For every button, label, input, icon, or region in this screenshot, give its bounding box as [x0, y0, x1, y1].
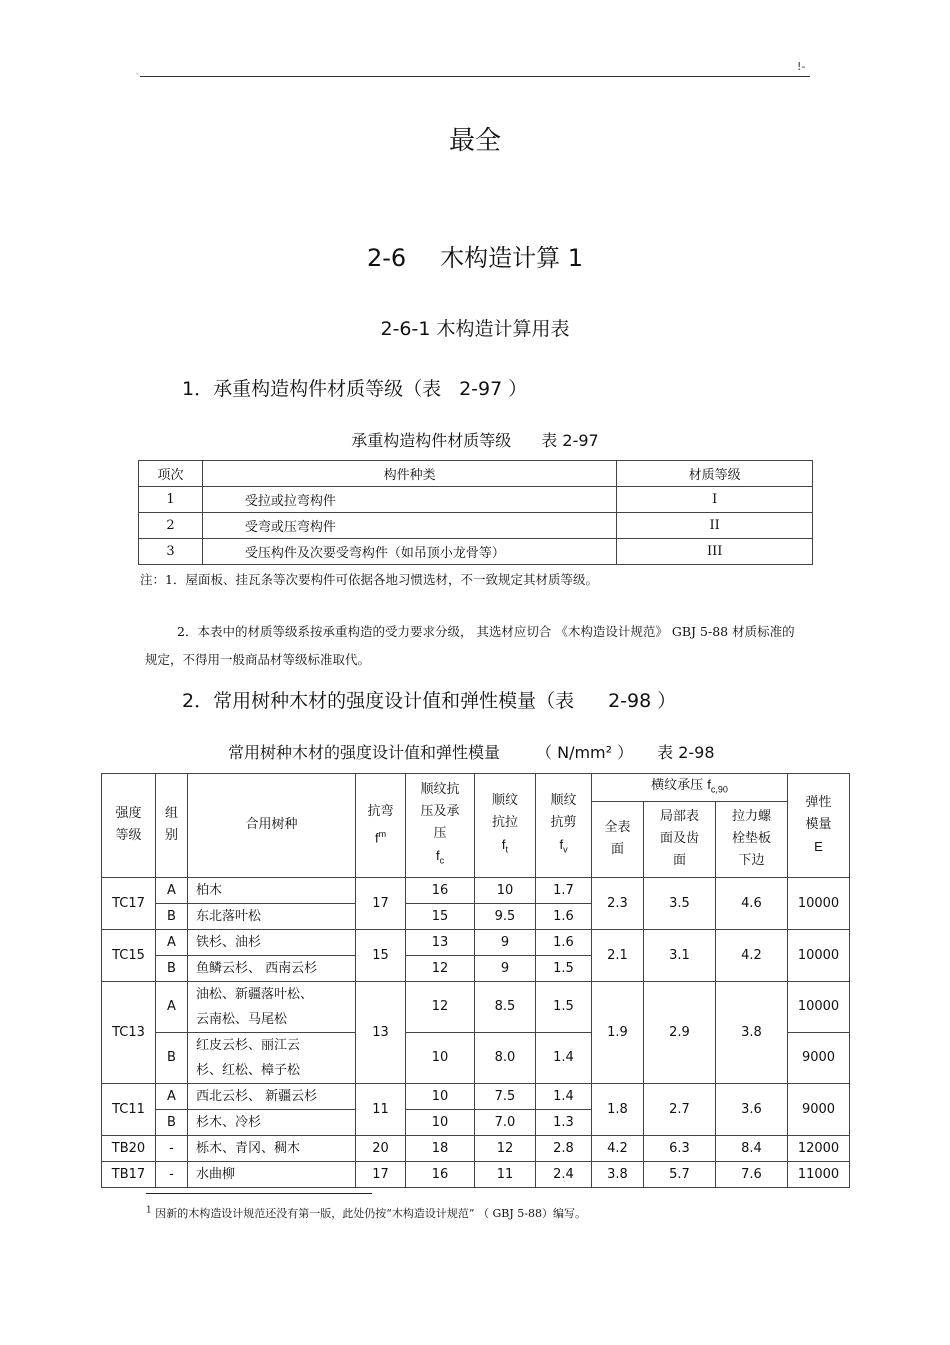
species-line: 杉、红松、樟子松 — [196, 1062, 301, 1078]
cell-local: 6.3 — [644, 1135, 716, 1161]
cell-fc: 15 — [406, 903, 475, 929]
cell-ft: 12 — [475, 1135, 536, 1161]
header-bend-label: 抗弯 — [367, 804, 394, 820]
cell-bolt: 3.8 — [716, 981, 788, 1083]
table-cell: III — [617, 539, 813, 565]
cell-group: - — [156, 1161, 188, 1187]
cell-E: 9000 — [788, 1032, 850, 1083]
table-cell: I — [617, 487, 813, 513]
header-shear — [536, 774, 592, 878]
cell-group: A — [156, 929, 188, 955]
cell-full: 4.2 — [592, 1135, 644, 1161]
header-elastic-label: 弹性模量 — [805, 795, 832, 833]
cell-species: 铁杉、油杉 — [188, 929, 356, 955]
header-cell: 构件种类 — [202, 461, 616, 487]
cell-ft: 11 — [475, 1161, 536, 1187]
header-compression — [406, 774, 475, 878]
cell-grade: TC11 — [102, 1083, 156, 1135]
symbol-f: f — [501, 837, 506, 852]
cell-fm: 20 — [356, 1135, 406, 1161]
header-bend-symbol — [356, 823, 405, 849]
table-row — [139, 513, 813, 539]
heading-2-text: 2．常用树种木材的强度设计值和弹性模量（表 — [182, 690, 575, 712]
header-compression-label: 顺纹抗压及承压 — [420, 782, 460, 841]
header-elastic — [788, 774, 850, 878]
table-1-caption — [0, 428, 950, 451]
symbol-f: f — [707, 777, 711, 792]
header-rule — [140, 76, 810, 77]
header-tension — [475, 774, 536, 878]
table-cell: 受压构件及次要受弯构件（如吊顶小龙骨等） — [202, 539, 616, 565]
cell-grade: TB20 — [102, 1135, 156, 1161]
symbol-f: f — [374, 830, 379, 846]
cell-species: 杉木、冷杉 — [188, 1109, 356, 1135]
cell-species: 水曲柳 — [188, 1161, 356, 1187]
table-row — [102, 877, 850, 903]
cell-fv: 1.4 — [536, 1083, 592, 1109]
table-note-2: 2．本表中的材质等级系按承重构造的受力要求分级， 其选材应切合 《木构造设计规范》 GBJ 5-88 材质标准的规定，不得用一般商品材等级标准取代。 — [145, 624, 795, 667]
cell-fc: 18 — [406, 1135, 475, 1161]
table-cell: II — [617, 513, 813, 539]
header-local-surface — [644, 801, 716, 877]
cell-E: 11000 — [788, 1161, 850, 1187]
heading-2-num: 2-98 ） — [608, 690, 677, 712]
cell-ft: 9 — [475, 929, 536, 955]
section-name: 木构造计算 — [440, 244, 561, 272]
subsection-title: 2-6-1 木构造计算用表 — [380, 318, 570, 340]
header-elastic-symbol: E — [814, 839, 823, 855]
footnote-text: 因新的木构造设计规范还没有第一版，此处仍按“木构造设计规范” （ GBJ 5-88）编写。 — [155, 1207, 586, 1220]
cell-group: B — [156, 903, 188, 929]
cell-group: A — [156, 1083, 188, 1109]
cell-ft: 7.0 — [475, 1109, 536, 1135]
cell-grade: TC17 — [102, 877, 156, 929]
species-line: 油松、新疆落叶松、 — [196, 986, 314, 1002]
cell-species — [188, 981, 356, 1032]
cell-E: 10000 — [788, 929, 850, 981]
cell-ft: 8.0 — [475, 1032, 536, 1083]
cell-fv: 1.4 — [536, 1032, 592, 1083]
cell-fm: 17 — [356, 1161, 406, 1187]
cell-fv: 1.3 — [536, 1109, 592, 1135]
cell-E: 10000 — [788, 877, 850, 929]
section-number: 2-6 — [366, 244, 407, 272]
cell-fc: 16 — [406, 1161, 475, 1187]
table-1-caption-text: 承重构造构件材质等级 — [351, 431, 512, 450]
header-full-surface-label: 全表面 — [604, 820, 631, 858]
cell-fv: 2.4 — [536, 1161, 592, 1187]
cell-E: 10000 — [788, 981, 850, 1032]
table-row — [102, 1083, 850, 1109]
header-cross-grain-symbol — [707, 777, 728, 795]
table-2-caption-num: 表 2-98 — [657, 743, 715, 762]
header-local-surface-label: 局部表面及齿面 — [659, 809, 699, 869]
heading-1-num: 2-97 ） — [459, 378, 528, 400]
cell-local: 5.7 — [644, 1161, 716, 1187]
table-row — [102, 1161, 850, 1187]
species-line: 红皮云杉、丽江云 — [196, 1037, 301, 1053]
cell-full: 3.8 — [592, 1161, 644, 1187]
header-full-surface — [592, 801, 644, 877]
footnote — [146, 1205, 586, 1221]
table-row — [102, 981, 850, 1032]
cell-bolt: 8.4 — [716, 1135, 788, 1161]
header-cell: 材质等级 — [617, 461, 813, 487]
cell-group: A — [156, 877, 188, 903]
header-mark-left: - — [136, 70, 139, 78]
table-2-caption-text: 常用树种木材的强度设计值和弹性模量 — [228, 743, 501, 762]
header-grade-label: 强度等级 — [115, 806, 142, 844]
cell-fm: 17 — [356, 877, 406, 929]
header-bend — [356, 774, 406, 878]
cell-bolt: 7.6 — [716, 1161, 788, 1187]
cell-fm: 13 — [356, 981, 406, 1083]
table-1-caption-num: 表 2-97 — [541, 431, 599, 450]
cell-full: 2.1 — [592, 929, 644, 981]
strength-table — [101, 773, 850, 1188]
symbol-sub: t — [505, 844, 509, 855]
cell-E: 12000 — [788, 1135, 850, 1161]
table-cell: 3 — [139, 539, 203, 565]
section-title — [0, 238, 950, 273]
header-tension-label: 顺纹抗拉 — [491, 793, 518, 830]
section-footnote-ref: 1 — [567, 244, 584, 272]
cell-fm: 11 — [356, 1083, 406, 1135]
table-row — [102, 1135, 850, 1161]
header-compression-symbol — [406, 845, 474, 872]
cell-group: B — [156, 1032, 188, 1083]
table-header-row — [139, 461, 813, 487]
cell-species: 西北云杉、 新疆云杉 — [188, 1083, 356, 1109]
symbol-f: f — [559, 837, 564, 852]
header-group — [156, 774, 188, 878]
cell-full: 1.9 — [592, 981, 644, 1083]
cell-grade: TB17 — [102, 1161, 156, 1187]
symbol-f: f — [435, 848, 440, 863]
cell-fv: 1.7 — [536, 877, 592, 903]
heading-2 — [182, 686, 676, 713]
header-tension-symbol — [475, 834, 535, 861]
cell-group: B — [156, 1109, 188, 1135]
header-shear-label: 顺纹抗剪 — [550, 793, 577, 830]
cell-fc: 10 — [406, 1032, 475, 1083]
cell-full: 2.3 — [592, 877, 644, 929]
header-bolt-plate-label: 拉力螺栓垫板下边 — [731, 809, 771, 869]
cell-bolt: 4.2 — [716, 929, 788, 981]
cell-E: 9000 — [788, 1083, 850, 1135]
heading-1 — [182, 374, 527, 401]
cell-fc: 12 — [406, 981, 475, 1032]
cell-grade: TC15 — [102, 929, 156, 981]
table-2-caption — [228, 740, 715, 763]
cell-fc: 13 — [406, 929, 475, 955]
table-cell: 2 — [139, 513, 203, 539]
cell-fc: 16 — [406, 877, 475, 903]
cell-species: 鱼鳞云杉、 西南云杉 — [188, 955, 356, 981]
table-row — [139, 487, 813, 513]
cell-bolt: 4.6 — [716, 877, 788, 929]
cell-ft: 9.5 — [475, 903, 536, 929]
cell-fc: 12 — [406, 955, 475, 981]
cell-species: 柏木 — [188, 877, 356, 903]
cell-fc: 10 — [406, 1083, 475, 1109]
symbol-sub: v — [563, 844, 568, 855]
cell-group: - — [156, 1135, 188, 1161]
cell-bolt: 3.6 — [716, 1083, 788, 1135]
cell-species — [188, 1032, 356, 1083]
cell-group: B — [156, 955, 188, 981]
cell-local: 2.9 — [644, 981, 716, 1083]
table-cell: 1 — [139, 487, 203, 513]
cell-fv: 1.5 — [536, 955, 592, 981]
header-shear-symbol — [536, 834, 591, 861]
table-row — [102, 929, 850, 955]
table-2-caption-unit: （ N/mm² ） — [536, 743, 634, 762]
document-title: 最全 — [448, 126, 501, 156]
cell-local: 2.7 — [644, 1083, 716, 1135]
cell-group: A — [156, 981, 188, 1032]
cell-local: 3.5 — [644, 877, 716, 929]
footnote-mark: 1 — [146, 1205, 152, 1216]
material-grade-table — [138, 460, 813, 565]
header-bolt-plate — [716, 801, 788, 877]
heading-1-text: 1．承重构造构件材质等级（表 — [182, 378, 442, 400]
cell-ft: 7.5 — [475, 1083, 536, 1109]
cell-ft: 8.5 — [475, 981, 536, 1032]
cell-grade: TC13 — [102, 981, 156, 1083]
table-note-1: 注：1．屋面板、挂瓦条等次要构件可依据各地习惯选材，不一致规定其材质等级。 — [140, 572, 598, 587]
cell-species: 东北落叶松 — [188, 903, 356, 929]
footnote-rule — [146, 1193, 372, 1194]
cell-ft: 10 — [475, 877, 536, 903]
table-cell: 受弯或压弯构件 — [202, 513, 616, 539]
cell-fm: 15 — [356, 929, 406, 981]
table-row — [139, 539, 813, 565]
table-cell: 受拉或拉弯构件 — [202, 487, 616, 513]
cell-species: 栎木、青冈、稠木 — [188, 1135, 356, 1161]
header-cross-grain — [592, 774, 788, 802]
header-cross-grain-label: 横纹承压 — [651, 778, 704, 793]
table-header-row — [102, 774, 850, 802]
header-group-label: 组别 — [164, 806, 178, 844]
header-mark-right: !- — [797, 60, 806, 73]
cell-fc: 10 — [406, 1109, 475, 1135]
header-grade — [102, 774, 156, 878]
cell-local: 3.1 — [644, 929, 716, 981]
cell-fv: 1.5 — [536, 981, 592, 1032]
header-cell: 项次 — [139, 461, 203, 487]
cell-fv: 1.6 — [536, 929, 592, 955]
symbol-sup: m — [378, 829, 387, 840]
header-species: 合用树种 — [188, 774, 356, 878]
symbol-sub: c — [439, 855, 445, 866]
species-line: 云南松、马尾松 — [196, 1011, 288, 1027]
symbol-sub: c,90 — [710, 784, 728, 795]
cell-ft: 9 — [475, 955, 536, 981]
cell-fv: 1.6 — [536, 903, 592, 929]
cell-full: 1.8 — [592, 1083, 644, 1135]
cell-fv: 2.8 — [536, 1135, 592, 1161]
